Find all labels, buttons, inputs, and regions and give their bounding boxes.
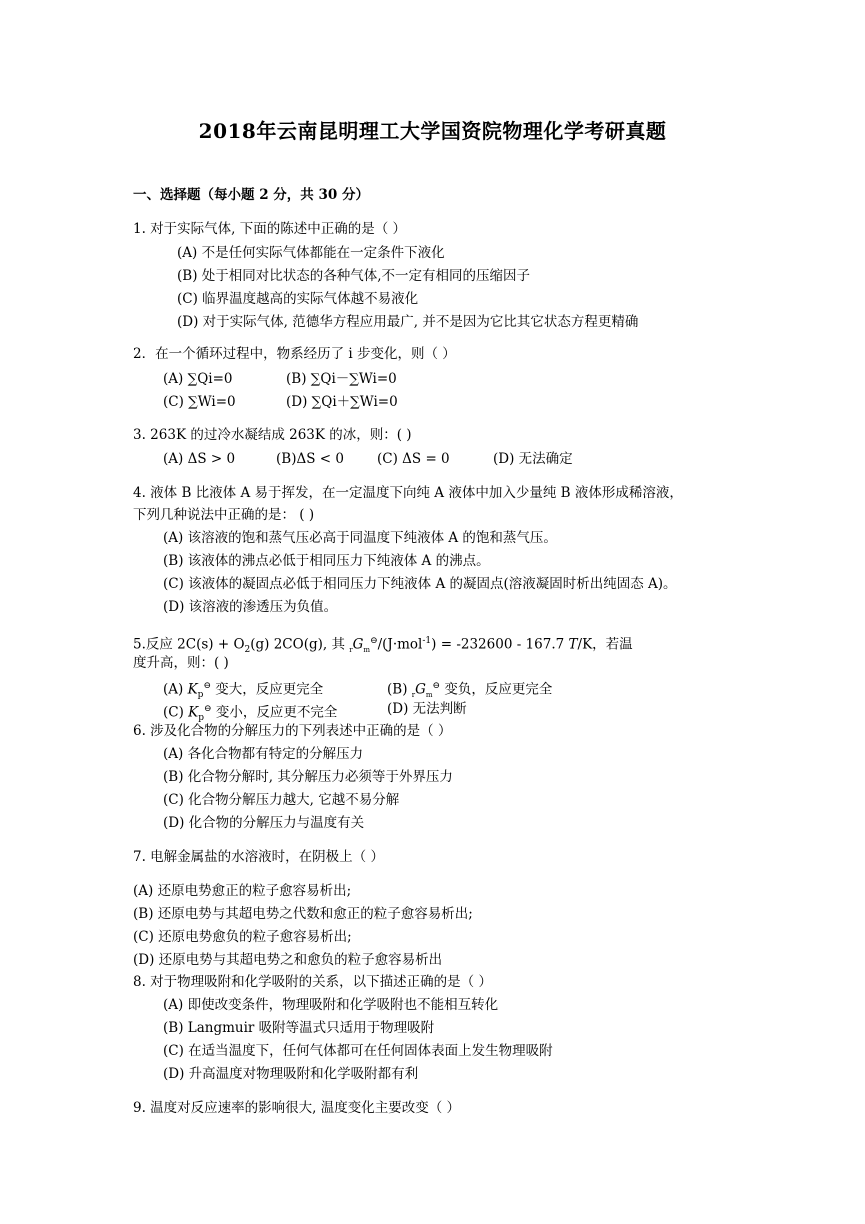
question-4-stem-line2: 下列几种说法中正确的是： ( )	[133, 507, 315, 523]
question-3-option-a: (A) ΔS > 0	[163, 451, 236, 467]
question-7-option-c: (C) 还原电势愈负的粒子愈容易析出;	[133, 929, 352, 945]
question-6-option-a: (A) 各化合物都有特定的分解压力	[163, 746, 364, 762]
question-4-option-c: (C) 该液体的凝固点必低于相同压力下纯液体 A 的凝固点(溶液凝固时析出纯固态 A)。	[163, 576, 677, 592]
question-5-option-b: (B) $_rG_m^⊖$ 变负，反应更完全	[387, 681, 553, 700]
question-4-option-d: (D) 该溶液的渗透压为负值。	[163, 599, 338, 615]
question-2-option-a: (A) ∑Qi=0	[163, 371, 233, 387]
question-5-stem-line2: 度升高，则：( )	[133, 655, 229, 671]
question-7-option-b: (B) 还原电势与其超电势之代数和愈正的粒子愈容易析出;	[133, 906, 473, 922]
question-4-stem-line1: 4. 液体 B 比液体 A 易于挥发，在一定温度下向纯 A 液体中加入少量纯 B 液体形成稀溶液，	[133, 485, 683, 501]
question-7-stem: 7. 电解金属盐的水溶液时，在阴极上（ ）	[133, 849, 384, 865]
question-8-option-b: (B) Langmuir 吸附等温式只适用于物理吸附	[163, 1020, 435, 1036]
question-2-option-c: (C) ∑Wi=0	[163, 394, 236, 410]
page-title: 2018年云南昆明理工大学国资院物理化学考研真题	[198, 119, 667, 143]
question-5-stem-line1: 5.反应 $2C(s) + O_2(g)$ 2CO(g), 其 $_rG_m^⊖/(J\cdot mol^{-1}) = -232600 - 167.7$ T/K，若温	[133, 636, 633, 656]
question-4-option-a: (A) 该溶液的饱和蒸气压必高于同温度下纯液体 A 的饱和蒸气压。	[163, 530, 557, 546]
section-heading: 一、选择题（每小题 2 分，共 30 分）	[133, 187, 369, 203]
question-8-option-a: (A) 即使改变条件，物理吸附和化学吸附也不能相互转化	[163, 997, 499, 1013]
question-6-option-c: (C) 化合物分解压力越大, 它越不易分解	[163, 792, 400, 808]
question-2-stem: 2．在一个循环过程中，物系经历了 i 步变化，则（ ）	[133, 346, 456, 362]
question-8-option-d: (D) 升高温度对物理吸附和化学吸附都有利	[163, 1066, 419, 1082]
question-1-option-b: (B) 处于相同对比状态的各种气体,不一定有相同的压缩因子	[177, 268, 531, 284]
question-8-stem: 8. 对于物理吸附和化学吸附的关系，以下描述正确的是（ ）	[133, 974, 492, 990]
question-5-option-a: (A) $K_p^⊖$ 变大，反应更完全	[163, 681, 324, 701]
question-9-stem: 9. 温度对反应速率的影响很大, 温度变化主要改变（ ）	[133, 1100, 461, 1116]
question-3-option-b: (B)ΔS < 0	[276, 451, 344, 467]
question-1-option-d: (D) 对于实际气体, 范德华方程应用最广, 并不是因为它比其它状态方程更精确	[177, 314, 639, 330]
question-7-option-a: (A) 还原电势愈正的粒子愈容易析出;	[133, 883, 352, 899]
question-1-stem: 1. 对于实际气体, 下面的陈述中正确的是（ ）	[133, 221, 407, 237]
question-2-option-b: (B) ∑Qi－∑Wi=0	[286, 371, 397, 387]
question-4-option-b: (B) 该液体的沸点必低于相同压力下纯液体 A 的沸点。	[163, 553, 490, 569]
question-8-option-c: (C) 在适当温度下，任何气体都可在任何固体表面上发生物理吸附	[163, 1043, 553, 1059]
question-3-option-c: (C) ΔS = 0	[377, 451, 450, 467]
question-6-option-b: (B) 化合物分解时, 其分解压力必须等于外界压力	[163, 769, 453, 785]
question-6-option-d: (D) 化合物的分解压力与温度有关	[163, 815, 365, 831]
question-1-option-c: (C) 临界温度越高的实际气体越不易液化	[177, 291, 419, 307]
question-7-option-d: (D) 还原电势与其超电势之和愈负的粒子愈容易析出	[133, 952, 443, 968]
question-1-option-a: (A) 不是任何实际气体都能在一定条件下液化	[177, 245, 445, 261]
question-5-option-c: (C) $K_p^⊖$ 变小，反应更不完全	[163, 704, 338, 724]
question-5-option-d: (D) 无法判断	[387, 701, 467, 717]
question-6-stem: 6. 涉及化合物的分解压力的下列表述中正确的是（ ）	[133, 723, 452, 739]
question-2-option-d: (D) ∑Qi＋∑Wi=0	[286, 394, 398, 410]
question-3-stem: 3. 263K 的过冷水凝结成 263K 的冰，则：( )	[133, 427, 412, 443]
question-3-option-d: (D) 无法确定	[493, 451, 573, 467]
